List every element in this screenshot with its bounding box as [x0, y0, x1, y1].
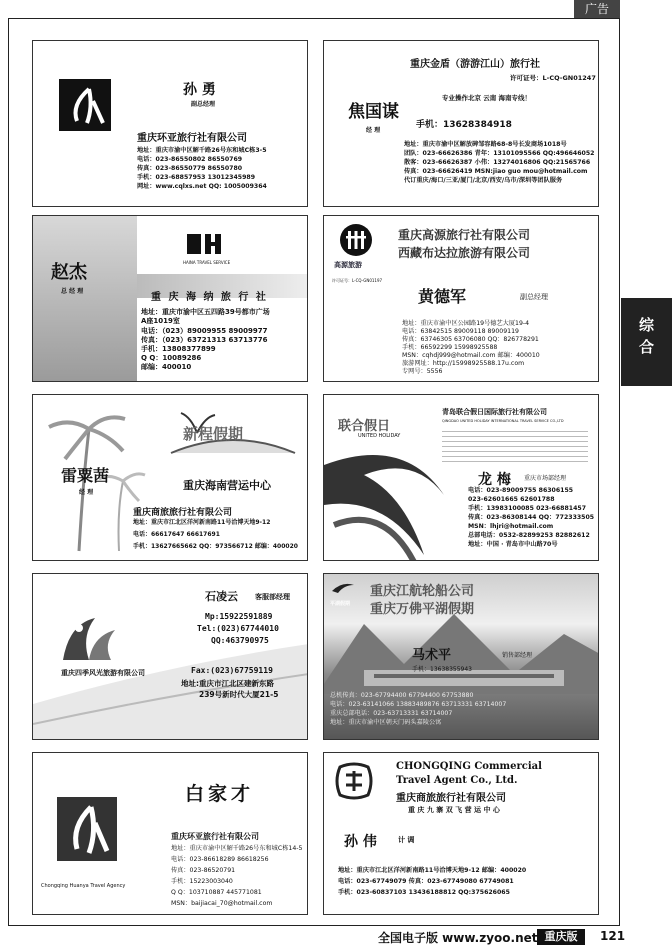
card-name: 焦国谋 [348, 102, 399, 122]
card-title: 经 理 [79, 489, 94, 496]
card-line: 地址：重庆市渝中区公园路19号德艺大厦19-4 [402, 320, 530, 327]
card-line: 总部电话：0532-82899253 82882612 [468, 532, 590, 539]
card-license: 许可证号：L-CQ-GN01197 [332, 278, 383, 283]
page-number: 121 [600, 929, 626, 943]
logo-text: 联合假日 [338, 419, 391, 434]
card-line: 传真：023-86308144 QQ：772333505 [468, 514, 595, 521]
logo-subtext: 平湖假期 [330, 601, 351, 607]
card-name: 马术平 [412, 648, 452, 663]
card-mobile: 手机：13638355943 [412, 666, 472, 673]
haina-logo-icon [185, 230, 225, 258]
card-title: 客服部经理 [255, 593, 290, 601]
business-card-lei-suqian [32, 394, 308, 561]
card-company-1: 重庆高源旅行社有限公司 [398, 228, 531, 242]
gradient-panel [33, 216, 137, 382]
card-company: 重庆商旅旅行社有限公司 [133, 508, 233, 518]
card-line: 地址：重庆市渝中区解放碑邹容路68-8号长发商场1018号 [404, 141, 567, 148]
card-company: 重庆环亚旅行社有限公司 [171, 832, 259, 841]
card-name: 白家才 [185, 783, 255, 805]
card-line: 手机：66592299 15998925588 [402, 344, 498, 351]
card-line: 散客：023-66626387 小伟：13274016806 QQ:21565766 [404, 159, 591, 166]
card-line: 电话：63842515 89009118 89009119 [402, 328, 519, 335]
card-line: 传真：63746305 63706080 QQ：826778291 [402, 336, 539, 343]
card-line: 专网号：5556 [402, 368, 443, 375]
card-company: 重 庆 海 纳 旅 行 社 [151, 292, 268, 303]
footer-edition-badge: 重庆版 [537, 929, 585, 945]
card-line: Q Q：103710887 445771081 [171, 889, 262, 896]
card-line: 电话：023-67749079 传真：023-67749080 67749081 [338, 878, 514, 885]
card-fax: Fax:(023)67759119 [191, 666, 273, 675]
card-title: 重庆市场部经理 [524, 475, 567, 482]
card-line: 023-62601665 62601788 [468, 496, 555, 503]
card-line: 地址：重庆市渝中区五四路39号都市广场 [141, 308, 270, 316]
logo-text: 高源旅游 [334, 261, 362, 269]
card-qq: QQ:463790975 [211, 636, 269, 645]
card-center: 重庆海南营运中心 [183, 479, 271, 492]
card-company: 重庆四季风光旅游有限公司 [61, 669, 145, 677]
card-title: 销售部经理 [502, 652, 533, 659]
card-company: 重庆金盾（游游江山）旅行社 [410, 59, 540, 70]
business-card-huang-dejun [323, 215, 599, 382]
card-line: 电话：（023）89009955 89009977 [141, 327, 268, 335]
side-category-tab [621, 298, 672, 386]
card-title: 副总经理 [191, 101, 216, 108]
card-tel: Tel:(023)67744010 [197, 624, 279, 633]
huanya-logo-icon [59, 79, 111, 131]
card-company: 重庆商旅旅行社有限公司 [396, 793, 506, 804]
card-company-en: QINGDAO UNITED HOLIDAY INTERNATIONAL TRAVEL SERVICE CO.,LTD [442, 419, 564, 423]
card-line: 网址：www.cqlxs.net QQ: 1005009364 [137, 183, 267, 190]
card-line: 电话：023-89009755 86306155 [468, 487, 574, 494]
card-title: 副总经理 [520, 293, 548, 301]
business-card-ma-shuping [323, 573, 599, 740]
card-line: MSN：baijiacai_70@hotmail.com [171, 900, 273, 907]
card-line: 总机传真：023-67794400 67794400 67753880 [330, 692, 474, 699]
card-line: 手机：023-60837103 13436188812 QQ:375626065 [338, 889, 510, 896]
card-line: 团队：023-66626386 青年：13101095566 QQ:496646052 [404, 150, 595, 157]
card-mobile: Mp:15922591889 [205, 612, 273, 621]
card-line: 重庆总部电话：023-63713331 63714007 [330, 710, 453, 717]
dotted-text-block [442, 427, 588, 463]
card-line: 地址：重庆市江北区洋河新南路11号洽博天地9-12 [133, 519, 271, 526]
huanya-logo-icon [57, 797, 117, 861]
side-tab-char-2: 合 [638, 338, 654, 356]
logo-subtext: Chongqing Huanya Travel Agency [41, 883, 126, 889]
card-line: 邮编：400010 [141, 363, 192, 371]
card-name: 赵杰 [51, 262, 87, 283]
card-line: 手机：13808377899 [141, 345, 216, 353]
shanglv-logo-icon [334, 761, 374, 801]
business-card-sun-yong [32, 40, 308, 207]
card-line: MSN：lhjri@hotmail.com [468, 523, 554, 530]
card-line: 手机：023-68857953 13012345989 [137, 174, 256, 181]
card-company-2: 重庆万佛平湖假期 [370, 602, 475, 617]
card-slogan: 专业操作北京 云南 海南专线！ [442, 94, 532, 102]
card-line: Q Q：10089286 [141, 354, 202, 362]
card-line: 电话：66617647 66617691 [133, 531, 220, 538]
mountain-icon [324, 604, 599, 694]
card-name: 石凌云 [205, 590, 238, 603]
business-card-long-mei [323, 394, 599, 561]
card-address-1: 地址:重庆市江北区建新东路 [181, 679, 274, 688]
card-line: 传真：023-86550779 86550780 [137, 165, 243, 172]
card-line: 电话：023-86618289 86618256 [171, 856, 269, 863]
card-name: 龙 梅 [478, 472, 511, 488]
card-name: 雷粟茜 [61, 466, 110, 485]
card-line: 手机：15223003040 [171, 878, 233, 885]
card-company-en-1: CHONGQING Commercial [396, 761, 542, 772]
card-line: 地址：重庆市渝中区解千路26号东和城C栋3-5 [137, 147, 267, 154]
card-name: 孙 勇 [183, 82, 216, 98]
card-company: 青岛联合假日国际旅行社有限公司 [442, 408, 547, 416]
logo-subtext: HAINA TRAVEL SERVICE [183, 260, 231, 265]
sijifengguang-logo-icon [59, 614, 119, 664]
business-card-zhao-jie [32, 215, 308, 382]
card-line: 地址：重庆市江北区洋河新南路11号洽博天地9-12 邮编：400020 [338, 867, 527, 874]
side-tab-char-1: 综 [638, 316, 654, 334]
logo-subtext: UNITED HOLIDAY [358, 433, 401, 439]
card-company: 重庆环亚旅行社有限公司 [137, 133, 247, 144]
card-name: 孙 伟 [344, 834, 377, 850]
card-address-2: 239号新时代大厦21-5 [199, 690, 279, 699]
card-license: 许可证号：L-CQ-GN01247 [510, 74, 596, 82]
card-name: 黄德军 [418, 287, 467, 306]
card-title: 经 理 [366, 127, 381, 134]
card-line: 电话：023-63141066 13883489876 63713331 63714007 [330, 701, 507, 708]
business-card-shi-lingyun [32, 573, 308, 740]
card-line: 地址：中国 · 青岛市中山路70号 [468, 541, 558, 548]
card-line: MSN：cqhdj999@hotmail.com 邮编：400010 [402, 352, 540, 359]
card-line: 传真：023-86520791 [171, 867, 236, 874]
banner-text: 新程假期 [183, 425, 244, 443]
card-line: 电话：023-86550802 86550769 [137, 156, 243, 163]
card-line: 代订重庆/海口/三亚/厦门/北京/西安/乌市/深圳等团队服务 [404, 177, 563, 184]
business-card-sun-wei [323, 752, 599, 915]
card-line: 旅游网址：http://15998925588.17u.com [402, 360, 525, 367]
pinghu-logo-icon [330, 580, 356, 594]
business-card-jiao-guomou [323, 40, 599, 207]
card-line: 地址：重庆市渝中区朝天门码头嘉陵公寓 [330, 719, 442, 726]
card-company-1: 重庆江航轮船公司 [370, 584, 475, 599]
footer-site: 全国电子版 www.zyoo.net [378, 931, 538, 945]
card-company-2: 西藏布达拉旅游有限公司 [398, 246, 531, 260]
card-line: 传真：（023）63721313 63713776 [141, 336, 268, 344]
section-tab-ad: 广告 [574, 0, 620, 18]
card-line: 地址：重庆市渝中区解千路26号东和城C栋14-5 [171, 845, 303, 852]
card-center: 重 庆 九 寨 双 飞 营 运 中 心 [408, 806, 500, 814]
card-mobile: 手机：13628384918 [416, 120, 512, 130]
card-company-en-2: Travel Agent Co., Ltd. [396, 775, 518, 786]
card-title: 计 调 [398, 836, 415, 844]
card-line: 手机：13983100085 023-66881457 [468, 505, 587, 512]
card-line: A座1019室 [141, 317, 180, 325]
card-line: 手机：13627665662 QQ：973566712 邮编：400020 [133, 543, 298, 550]
card-line: 传真：023-66626419 MSN:jiao guo mou@hotmail.com [404, 168, 588, 175]
card-title: 总 经 理 [61, 288, 84, 295]
business-card-bai-jiacai [32, 752, 308, 915]
gaoyuan-logo-icon [338, 222, 374, 258]
